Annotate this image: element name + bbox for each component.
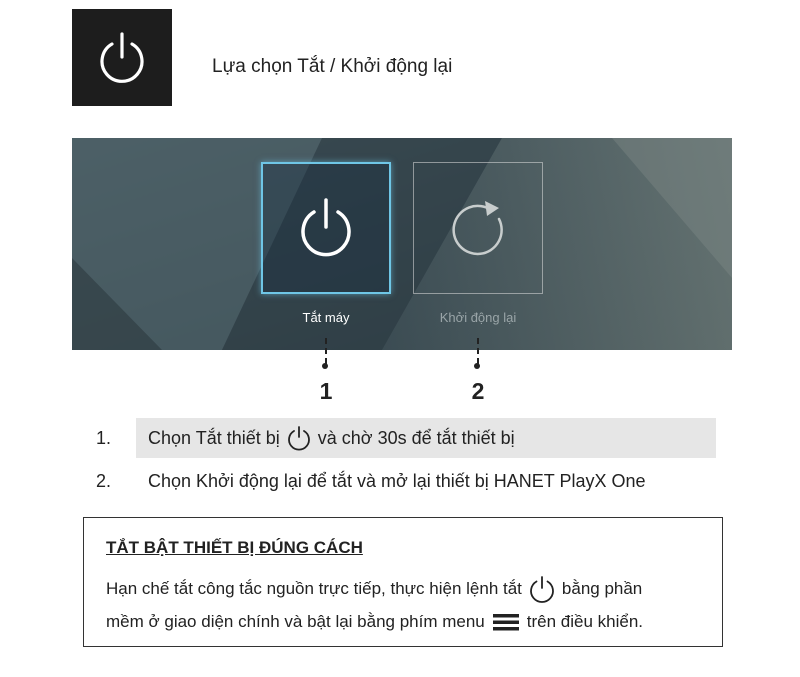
callout-number-1: 1 bbox=[319, 378, 333, 404]
step-item-1 bbox=[96, 418, 716, 458]
step-text-after: và chờ 30s để tắt thiết bị bbox=[317, 427, 515, 448]
power-icon bbox=[94, 30, 150, 86]
step-text: Chọn Khởi động lại để tắt và mở lại thiết bị HANET PlayX One bbox=[148, 470, 646, 491]
callout-dot-2 bbox=[474, 363, 480, 369]
notice-text: bằng phần bbox=[561, 578, 643, 598]
restart-option[interactable] bbox=[413, 162, 543, 294]
restart-icon bbox=[447, 197, 509, 259]
step-item-2 bbox=[96, 461, 716, 501]
step-body bbox=[136, 461, 716, 501]
shutdown-label: Tắt máy bbox=[302, 310, 350, 325]
notice-text: mềm ở giao diện chính và bật lại bằng phím menu bbox=[106, 611, 485, 631]
notice-line-1 bbox=[106, 572, 722, 605]
callout-number-2: 2 bbox=[471, 378, 485, 404]
notice-title: TẮT BẬT THIẾT BỊ ĐÚNG CÁCH bbox=[106, 538, 363, 557]
notice-line-2 bbox=[106, 605, 722, 638]
step-number: 2. bbox=[96, 470, 112, 491]
notice-text: trên điều khiển. bbox=[526, 611, 644, 631]
tv-screen-preview bbox=[72, 138, 732, 350]
background-texture bbox=[72, 138, 732, 350]
power-icon bbox=[295, 197, 357, 259]
shutdown-option[interactable] bbox=[261, 162, 391, 294]
callout-dot-1 bbox=[322, 363, 328, 369]
step-number: 1. bbox=[96, 427, 112, 448]
page-title: Lựa chọn Tắt / Khởi động lại bbox=[212, 56, 453, 77]
callout-line-2 bbox=[477, 338, 479, 364]
callout-line-1 bbox=[325, 338, 327, 364]
restart-label: Khởi động lại bbox=[439, 310, 517, 325]
step-body bbox=[136, 418, 716, 458]
power-icon bbox=[528, 575, 556, 603]
notice-box bbox=[83, 517, 723, 647]
menu-icon bbox=[493, 613, 519, 631]
notice-text: Hạn chế tắt công tắc nguồn trực tiếp, thực hiện lệnh tắt bbox=[106, 578, 522, 598]
power-icon bbox=[286, 425, 312, 451]
step-text-before: Chọn Tắt thiết bị bbox=[148, 427, 280, 448]
power-icon-tile bbox=[72, 9, 172, 106]
